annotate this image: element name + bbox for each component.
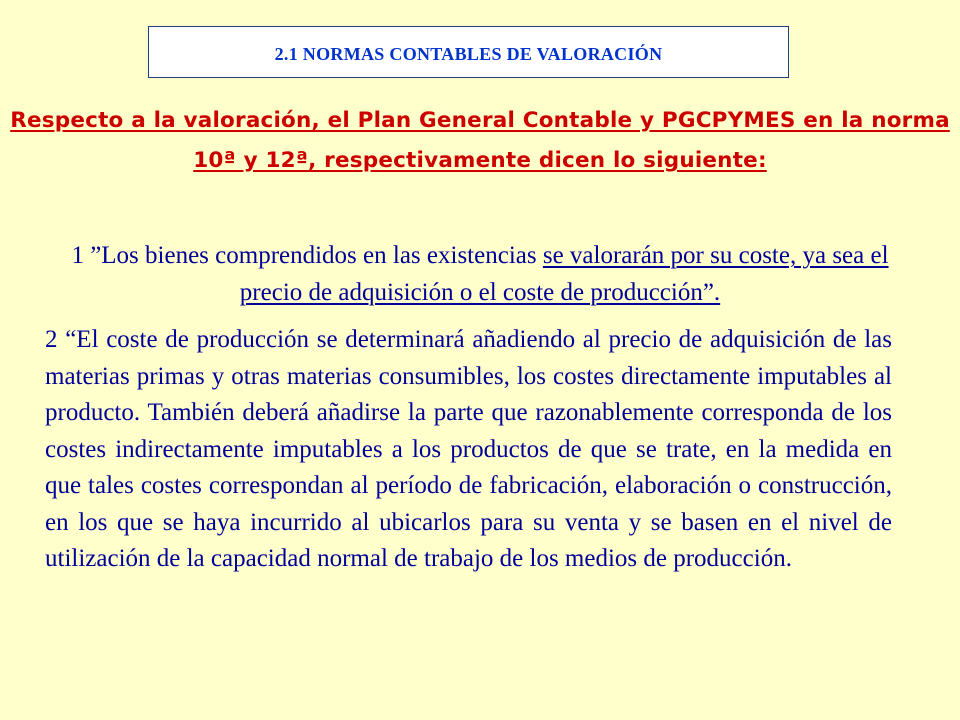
paragraph-2: 2 “El coste de producción se determinará añadiendo al precio de adquisición de las materias primas y otras materias consumibles, los costes directamente imputables al producto. También deberá añadirse la parte que razonablemente corresponda de los costes indirectamente imputables a los productos de que se trate, en la medida en que tales costes correspondan al período de fabricación, elaboración o construcción, en los que se haya incurrido al ubicarlos para su venta y se basen en el nivel de utilización de la capacidad normal de trabajo de los medios de producción. [45, 326, 892, 572]
intro-heading: Respecto a la valoración, el Plan General Contable y PGCPYMES en la norma 10ª y 12ª, respectivamente dicen lo siguiente: [10, 108, 950, 173]
paragraph-1 [40, 237, 920, 311]
title-box [148, 26, 789, 78]
paragraph-1-prefix: 1 ”Los bienes comprendidos en las existencias [71, 242, 543, 269]
slide-title: 2.1 NORMAS CONTABLES DE VALORACIÓN [274, 43, 663, 64]
paragraph-1-underlined: se valorarán por su coste, ya sea el precio de adquisición o el coste de producción”. [239, 242, 889, 306]
